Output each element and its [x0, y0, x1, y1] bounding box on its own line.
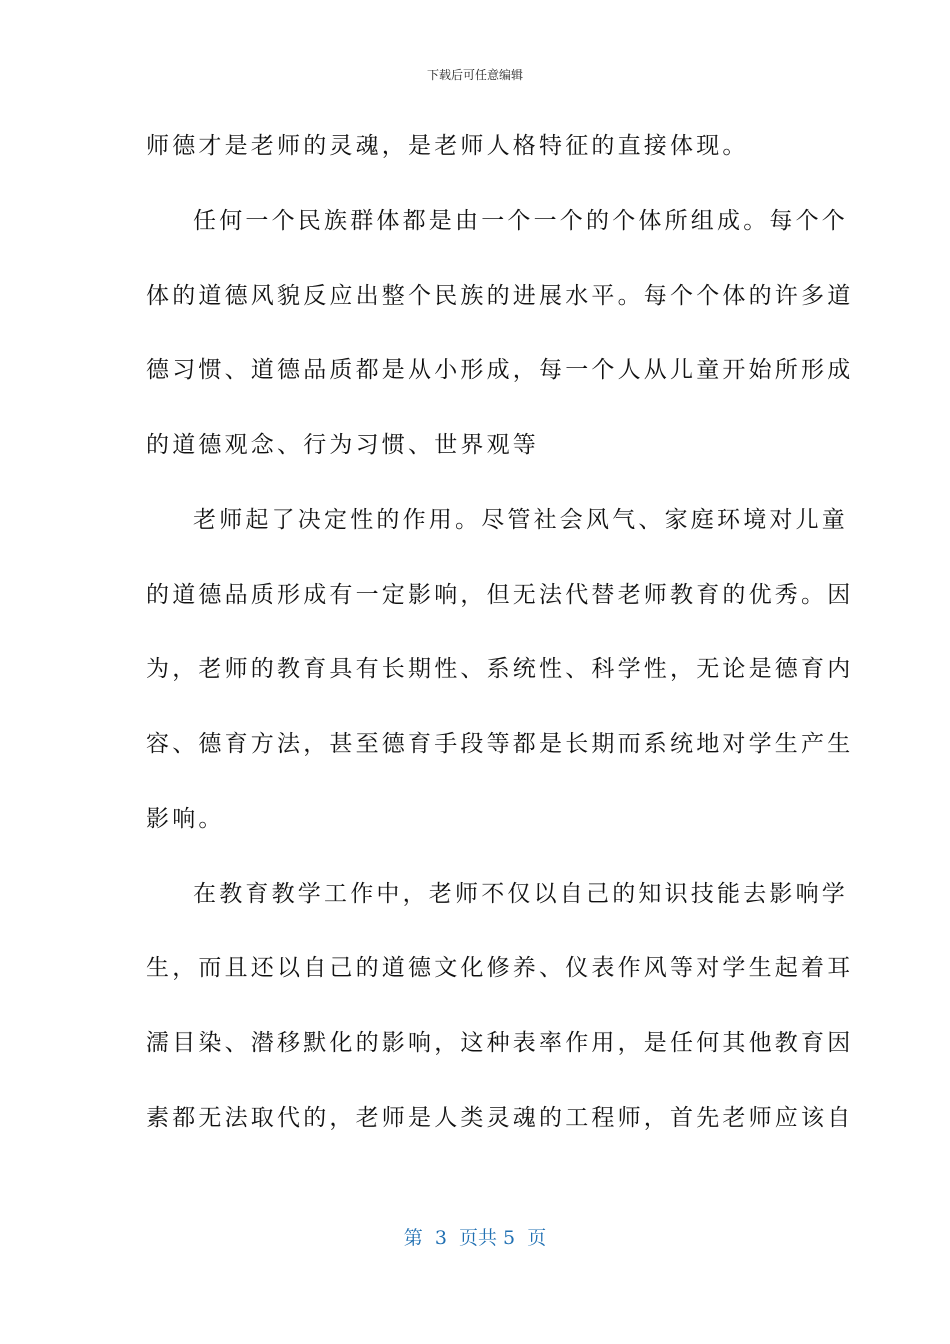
body-line: 在教育教学工作中，老师不仅以自己的知识技能去影响学 [193, 881, 848, 907]
body-line: 老师起了决定性的作用。尽管社会风气、家庭环境对儿童 [193, 507, 848, 533]
page-header: 下载后可任意编辑 [426, 68, 523, 82]
body-line: 的道德观念、行为习惯、世界观等 [146, 432, 539, 458]
page-footer: 第 3 页共 5 页 [403, 1227, 547, 1249]
body-line: 体的道德风貌反应出整个民族的进展水平。每个个体的许多道 [146, 283, 854, 309]
body-line: 影响。 [146, 806, 225, 832]
body-line: 濡目染、潜移默化的影响，这种表率作用，是任何其他教育因 [146, 1030, 854, 1056]
body-line: 任何一个民族群体都是由一个一个的个体所组成。每个个 [193, 208, 848, 234]
body-line: 生，而且还以自己的道德文化修养、仪表作风等对学生起着耳 [146, 955, 854, 981]
body-line: 容、德育方法，甚至德育手段等都是长期而系统地对学生产生 [146, 731, 854, 757]
body-line: 师德才是老师的灵魂，是老师人格特征的直接体现。 [146, 133, 749, 159]
body-line: 德习惯、道德品质都是从小形成，每一个人从儿童开始所形成 [146, 357, 854, 383]
body-line: 的道德品质形成有一定影响，但无法代替老师教育的优秀。因 [146, 582, 854, 608]
body-line: 素都无法取代的，老师是人类灵魂的工程师，首先老师应该自 [146, 1105, 854, 1131]
body-line: 为，老师的教育具有长期性、系统性、科学性，无论是德育内 [146, 656, 854, 682]
